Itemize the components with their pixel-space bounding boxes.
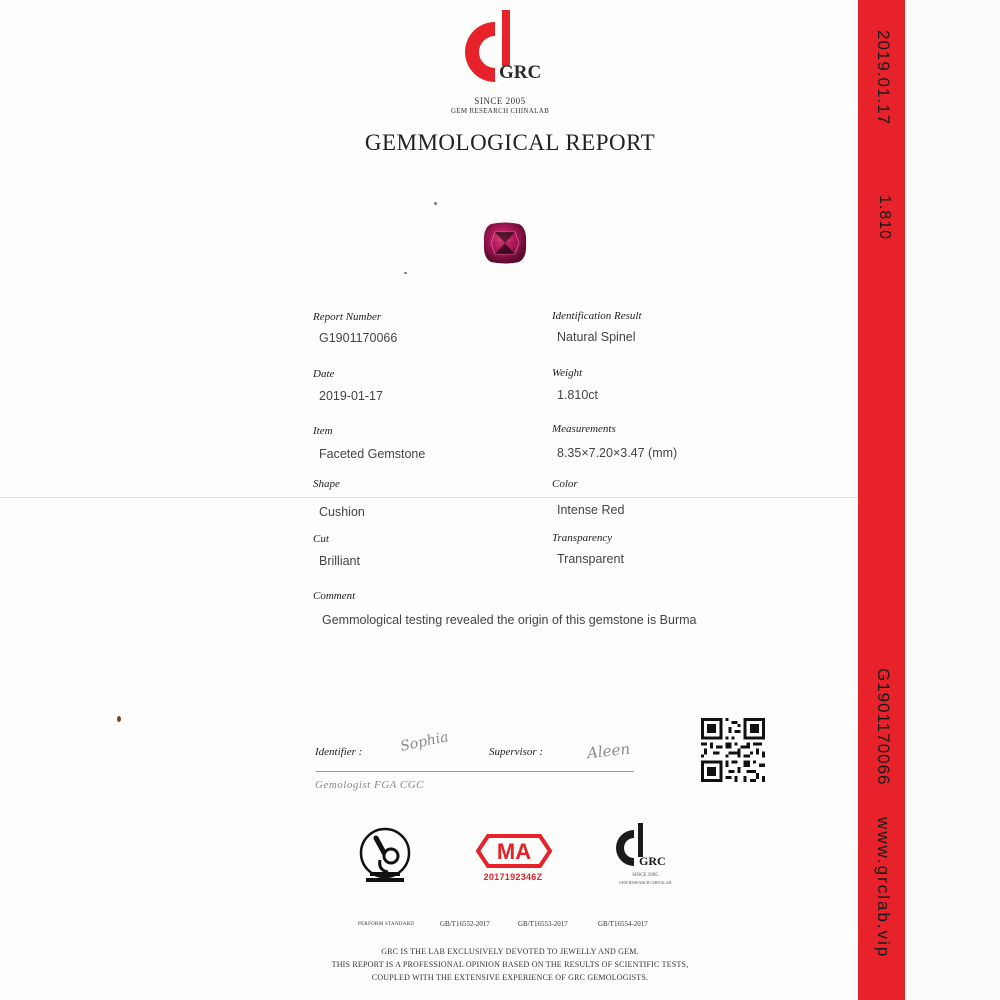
microscope-seal-icon [358,826,412,884]
date-value: 2019-01-17 [319,389,383,403]
band-report-number: G1901170066 [874,668,893,786]
band-date: 2019.01.17 [874,30,893,126]
logo-text: GRC [499,62,542,83]
signature-line [316,771,634,772]
weight-value: 1.810ct [557,388,599,402]
band-margin [905,0,1000,1000]
cma-code: 2017192346Z [483,872,543,882]
supervisor-signature: Aleen [586,739,631,763]
cut-value: Brilliant [319,554,360,568]
qr-code[interactable] [701,718,765,782]
standard-2: GB/T16553-2017 [518,920,568,928]
band-url: www.grclab.vip [874,817,893,959]
cut-label: Cut [313,533,329,545]
cma-seal-icon [474,832,554,870]
comment-label: Comment [313,590,356,602]
speck [434,202,437,205]
supervisor-label: Supervisor : [489,746,544,758]
item-value: Faceted Gemstone [319,447,426,461]
grc-small-since: SINCE 2005 [632,873,658,878]
disclaimer-line-3: COUPLED WITH THE EXTENSIVE EXPERIENCE OF GRC GEMOLOGISTS. [371,973,649,982]
grc-small-lab: GEM RESEARCH CHINALAB [618,880,672,885]
brand-lab-name: GEM RESEARCH CHINALAB [450,107,550,115]
speck [117,716,121,722]
standard-1: GB/T16552-2017 [440,920,490,928]
identifier-signature: Sophia [398,729,450,755]
standard-3: GB/T16554-2017 [598,920,648,928]
standards-label: PERFORM STANDARD [358,922,415,927]
disclaimer-line-2: THIS REPORT IS A PROFESSIONAL OPINION BASED ON THE RESULTS OF SCIENTIFIC TESTS, [331,960,689,969]
report-number-value: G1901170066 [319,331,398,345]
identification-label: Identification Result [552,310,642,322]
measurements-value: 8.35×7.20×3.47 (mm) [557,446,678,460]
identification-value: Natural Spinel [557,330,636,344]
speck [404,272,407,274]
band-weight: 1.810 [876,195,893,241]
color-value: Intense Red [557,503,625,517]
grc-small-logo [612,822,668,874]
shape-value: Cushion [319,505,365,519]
transparency-value: Transparent [557,552,624,566]
identifier-label: Identifier : [315,746,363,758]
gemstone-photo [483,222,527,264]
report-number-label: Report Number [313,311,382,323]
cma-text: MA [496,839,532,864]
report-title: GEMMOLOGICAL REPORT [364,130,656,155]
color-label: Color [552,478,578,490]
fold-line [0,497,860,498]
gemologist-credentials: Gemologist FGA CGC [315,779,425,791]
shape-label: Shape [313,478,340,490]
brand-since: SINCE 2005 [474,96,526,106]
comment-value: Gemmological testing revealed the origin of this gemstone is Burma [322,613,697,627]
grc-small-text: GRC [639,854,666,868]
measurements-label: Measurements [552,423,616,435]
transparency-label: Transparency [552,532,613,544]
date-label: Date [313,368,335,380]
weight-label: Weight [552,367,583,379]
disclaimer-line-1: GRC IS THE LAB EXCLUSIVELY DEVOTED TO JEWELLY AND GEM. [381,947,639,956]
item-label: Item [313,425,333,437]
grc-logo [455,8,545,92]
